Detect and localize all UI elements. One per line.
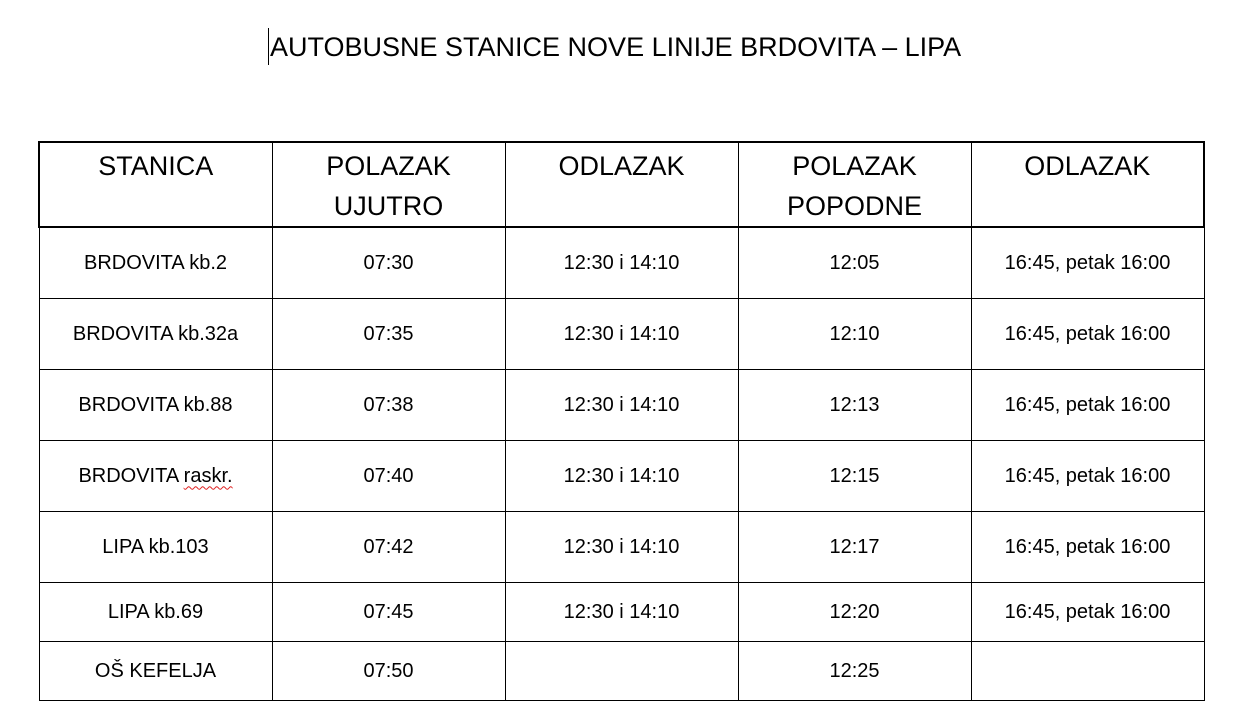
header-odlazak-1[interactable] — [505, 142, 738, 227]
cell-odlazak-2[interactable]: 16:45, petak 16:00 — [971, 227, 1204, 299]
stanica-name: BRDOVITA kb.88 — [78, 393, 233, 416]
cell-polazak-popodne[interactable]: 12:05 — [738, 227, 971, 299]
cell-polazak-ujutro[interactable]: 07:35 — [272, 299, 505, 370]
header-stanica[interactable] — [39, 142, 272, 227]
cell-polazak-ujutro[interactable]: 07:38 — [272, 370, 505, 441]
stanica-name: LIPA kb.69 — [107, 600, 204, 623]
cell-stanica[interactable] — [39, 227, 272, 299]
header-odlazak-2[interactable] — [971, 142, 1204, 227]
table-header-row — [39, 142, 1204, 227]
stanica-name: BRDOVITA kb.32a — [72, 322, 239, 345]
cell-polazak-popodne[interactable]: 12:13 — [738, 370, 971, 441]
cell-odlazak-2[interactable]: 16:45, petak 16:00 — [971, 441, 1204, 512]
cell-polazak-ujutro[interactable]: 07:42 — [272, 512, 505, 583]
table-row — [39, 227, 1204, 299]
cell-polazak-popodne[interactable]: 12:17 — [738, 512, 971, 583]
cell-polazak-ujutro[interactable]: 07:30 — [272, 227, 505, 299]
header-line-1: ODLAZAK — [558, 151, 685, 181]
cell-odlazak-2[interactable] — [971, 642, 1204, 701]
header-line-2: POPODNE — [786, 191, 923, 221]
cell-odlazak-1[interactable]: 12:30 i 14:10 — [505, 299, 738, 370]
cell-stanica[interactable] — [39, 299, 272, 370]
cell-stanica[interactable] — [39, 583, 272, 642]
header-line-1: ODLAZAK — [1024, 151, 1151, 181]
cell-odlazak-2[interactable]: 16:45, petak 16:00 — [971, 583, 1204, 642]
cell-polazak-ujutro[interactable]: 07:40 — [272, 441, 505, 512]
cell-stanica[interactable] — [39, 370, 272, 441]
header-line-2: UJUTRO — [333, 191, 444, 221]
stanica-suffix: raskr. — [183, 464, 233, 487]
cell-odlazak-2[interactable]: 16:45, petak 16:00 — [971, 512, 1204, 583]
table-row — [39, 642, 1204, 701]
table-row — [39, 441, 1204, 512]
header-line-1: POLAZAK — [792, 151, 917, 181]
cell-odlazak-1[interactable] — [505, 642, 738, 701]
bus-schedule-table — [38, 141, 1205, 701]
header-line-1: POLAZAK — [326, 151, 451, 181]
table-row — [39, 370, 1204, 441]
cell-odlazak-2[interactable]: 16:45, petak 16:00 — [971, 299, 1204, 370]
cell-polazak-popodne[interactable]: 12:15 — [738, 441, 971, 512]
header-polazak-ujutro[interactable] — [272, 142, 505, 227]
document-title[interactable]: AUTOBUSNE STANICE NOVE LINIJE BRDOVITA – LIPA — [270, 32, 962, 62]
text-cursor — [268, 28, 269, 65]
table-row — [39, 583, 1204, 642]
cell-polazak-popodne[interactable]: 12:20 — [738, 583, 971, 642]
cell-stanica[interactable] — [39, 642, 272, 701]
stanica-name: LIPA kb.103 — [102, 535, 209, 558]
cell-polazak-ujutro[interactable]: 07:50 — [272, 642, 505, 701]
cell-odlazak-1[interactable]: 12:30 i 14:10 — [505, 512, 738, 583]
cell-odlazak-1[interactable]: 12:30 i 14:10 — [505, 441, 738, 512]
cell-polazak-popodne[interactable]: 12:10 — [738, 299, 971, 370]
cell-odlazak-2[interactable]: 16:45, petak 16:00 — [971, 370, 1204, 441]
header-polazak-popodne[interactable] — [738, 142, 971, 227]
cell-stanica[interactable] — [39, 441, 272, 512]
cell-odlazak-1[interactable]: 12:30 i 14:10 — [505, 227, 738, 299]
table-row — [39, 512, 1204, 583]
table-row — [39, 299, 1204, 370]
stanica-name: OŠ KEFELJA — [94, 659, 217, 682]
cell-stanica[interactable] — [39, 512, 272, 583]
cell-polazak-ujutro[interactable]: 07:45 — [272, 583, 505, 642]
cell-polazak-popodne[interactable]: 12:25 — [738, 642, 971, 701]
stanica-name: BRDOVITA — [78, 464, 184, 487]
header-line-1: STANICA — [98, 151, 214, 181]
stanica-name: BRDOVITA kb.2 — [83, 251, 227, 274]
cell-odlazak-1[interactable]: 12:30 i 14:10 — [505, 583, 738, 642]
cell-odlazak-1[interactable]: 12:30 i 14:10 — [505, 370, 738, 441]
